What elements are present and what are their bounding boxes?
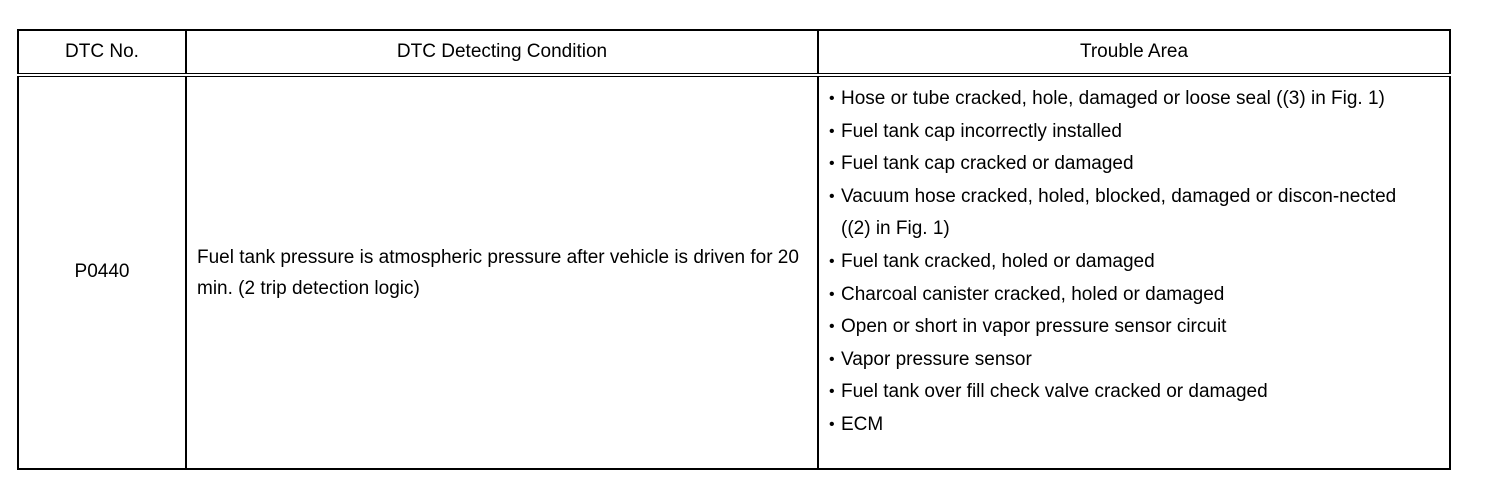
trouble-item-text: Fuel tank cap cracked or damaged [841, 153, 1134, 175]
trouble-item [829, 181, 1425, 246]
bullet-icon: • [829, 415, 835, 433]
trouble-item-text: Vapor pressure sensor [841, 348, 1032, 370]
table-header [18, 30, 1450, 75]
header-trouble-area: Trouble Area [818, 30, 1450, 75]
bullet-icon: • [829, 90, 835, 107]
table-body [18, 75, 1450, 469]
trouble-item-text: ECM [841, 413, 884, 435]
dtc-table [17, 29, 1451, 470]
bullet-icon: • [829, 285, 835, 303]
bullet-icon: • [829, 383, 835, 401]
trouble-area-list [829, 83, 1425, 442]
trouble-item-text: Hose or tube cracked, hole, damaged or loose seal ((3) in Fig. 1) [841, 88, 1385, 109]
trouble-item-text: Vacuum hose cracked, holed, blocked, damaged or discon-nected ((2) in Fig. 1) [841, 185, 1397, 240]
dtc-number-cell: P0440 [18, 75, 186, 469]
bullet-icon: • [829, 122, 835, 140]
bullet-icon: • [829, 252, 835, 270]
trouble-item [829, 279, 1425, 312]
trouble-item-text: Fuel tank over fill check valve cracked or damaged [841, 381, 1268, 403]
trouble-item [829, 83, 1425, 116]
trouble-item [829, 344, 1425, 377]
trouble-item-text: Fuel tank cap incorrectly installed [841, 120, 1122, 142]
detecting-condition-cell: Fuel tank pressure is atmospheric pressure after vehicle is driven for 20 min. (2 trip detection logic) [186, 75, 818, 469]
table-row [18, 75, 1450, 469]
bullet-icon: • [829, 187, 835, 205]
trouble-item-text: Fuel tank cracked, holed or damaged [841, 250, 1155, 272]
trouble-item [829, 311, 1425, 344]
bullet-icon: • [829, 155, 835, 173]
trouble-item [829, 376, 1425, 409]
trouble-item-text: Charcoal canister cracked, holed or damaged [841, 283, 1225, 305]
trouble-item [829, 409, 1425, 442]
trouble-item [829, 116, 1425, 149]
header-detecting-condition: DTC Detecting Condition [186, 30, 818, 75]
header-row [18, 30, 1450, 75]
header-dtc-no: DTC No. [18, 30, 186, 75]
trouble-area-cell [818, 75, 1450, 469]
trouble-item [829, 148, 1425, 181]
trouble-item-text: Open or short in vapor pressure sensor circuit [841, 316, 1227, 338]
bullet-icon: • [829, 350, 835, 368]
bullet-icon: • [829, 318, 835, 336]
trouble-item [829, 246, 1425, 279]
